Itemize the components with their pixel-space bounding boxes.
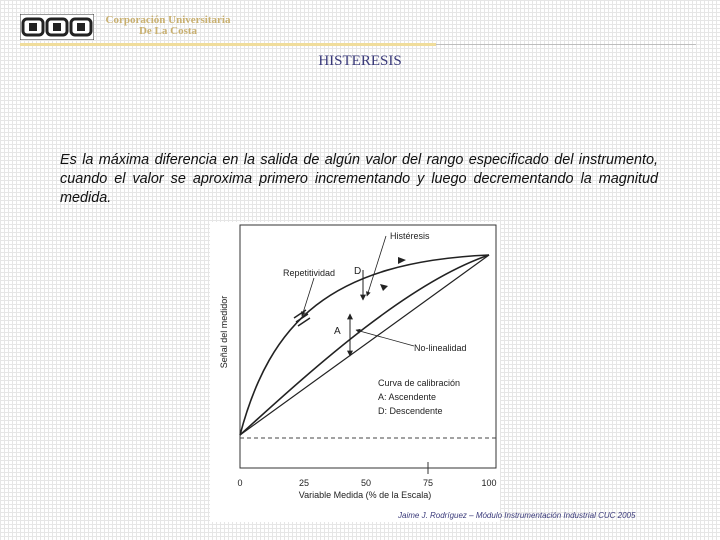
institution-name — [98, 15, 238, 37]
x-tick-label: 100 — [481, 478, 497, 488]
hysteresis-diagram — [210, 222, 500, 522]
legend-ascendente: A: Ascendente — [378, 392, 437, 402]
slide-title: HISTERESIS — [318, 53, 402, 69]
label-point-d: D — [354, 266, 362, 277]
x-tick-label: 25 — [298, 478, 310, 488]
x-tick-label: 0 — [237, 478, 243, 488]
footer-credit: Jaime J. Rodríguez – Módulo Instrumentación Industrial CUC 2005 — [398, 511, 636, 520]
institution-name-line1: Corporación Universitaria — [105, 14, 231, 26]
x-tick-label: 75 — [422, 478, 434, 488]
label-histeresis: Histéresis — [390, 231, 430, 241]
label-repetitividad: Repetitividad — [283, 268, 336, 278]
x-tick-label: 50 — [360, 478, 372, 488]
hysteresis-figure — [210, 222, 500, 522]
university-logo — [20, 14, 94, 40]
repetitividad-leader-line — [302, 278, 314, 316]
descending-arrowhead — [398, 257, 406, 264]
x-axis-label: Variable Medida (% de la Escala) — [298, 490, 432, 500]
legend-title: Curva de calibración — [378, 378, 461, 388]
y-axis-label: Señal del medidor — [219, 295, 229, 369]
label-no-linealidad: No-linealidad — [414, 343, 467, 353]
ascending-arrowhead — [380, 284, 388, 291]
header-rule-thin — [436, 44, 696, 45]
header-rule — [20, 43, 436, 46]
no-linealidad-leader-line — [356, 330, 414, 346]
institution-name-line2: De La Costa — [138, 25, 198, 37]
label-point-a: A — [334, 326, 341, 337]
legend-descendente: D: Descendente — [378, 406, 443, 416]
definition-text: Es la máxima diferencia en la salida de algún valor del rango especificado del instrumento, cuando el valor se aproxima primero incrementando y luego decrementando la magnitud medida. — [60, 152, 658, 207]
